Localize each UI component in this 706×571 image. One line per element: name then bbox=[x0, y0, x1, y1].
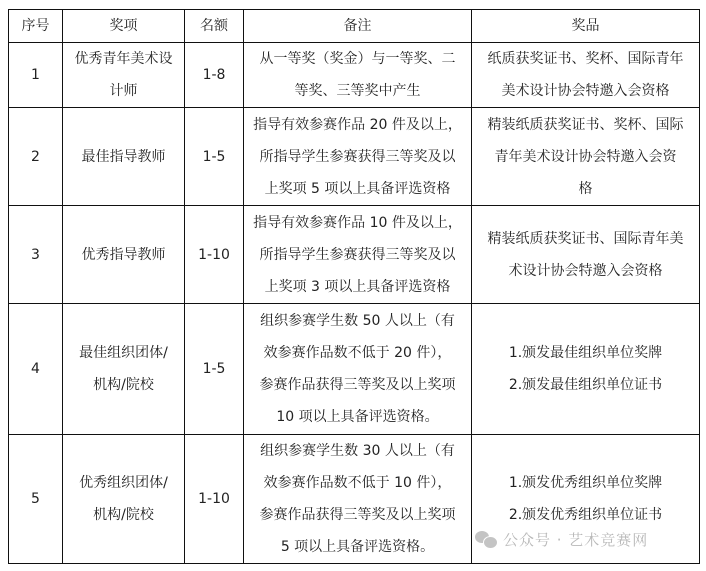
prize-line: 术设计协会特邀入会资格 bbox=[508, 262, 663, 279]
prize-line: 纸质获奖证书、奖杯、国际青年 bbox=[487, 51, 684, 67]
award-line: 优秀青年美术设 bbox=[74, 51, 173, 67]
table-row bbox=[9, 206, 700, 304]
prize-line: 2.颁发最佳组织单位证书 bbox=[508, 377, 663, 393]
table-header-row bbox=[9, 10, 700, 43]
cell-prize bbox=[472, 206, 700, 304]
cell-no: 1 bbox=[9, 43, 63, 108]
cell-quota: 1-10 bbox=[185, 206, 244, 304]
watermark bbox=[475, 529, 648, 550]
table-row bbox=[9, 304, 700, 435]
remark-line: 效参赛作品数不低于 10 件）， bbox=[263, 475, 452, 491]
award-line: 机构/院校 bbox=[93, 507, 154, 523]
header-no: 序号 bbox=[9, 10, 63, 43]
prize-line: 1.颁发优秀组织单位奖牌 bbox=[508, 475, 663, 491]
prize-line: 青年美术设计协会特邀入会资 bbox=[494, 148, 677, 165]
prize-line: 精装纸质获奖证书、国际青年美 bbox=[487, 230, 684, 247]
header-award: 奖项 bbox=[63, 10, 185, 43]
cell-prize bbox=[472, 108, 700, 206]
cell-remark bbox=[244, 108, 472, 206]
cell-award bbox=[63, 304, 185, 435]
cell-remark bbox=[244, 435, 472, 564]
cell-quota: 1-8 bbox=[185, 43, 244, 108]
remark-line: 等奖、三等奖中产生 bbox=[294, 83, 421, 99]
table-row bbox=[9, 43, 700, 108]
prize-line: 格 bbox=[578, 180, 593, 197]
cell-award bbox=[63, 206, 185, 304]
cell-no: 5 bbox=[9, 435, 63, 564]
remark-line: 效参赛作品数不低于 20 件）， bbox=[263, 345, 452, 361]
award-line: 机构/院校 bbox=[93, 377, 154, 393]
remark-line: 指导有效参赛作品 10 件及以上， bbox=[253, 214, 462, 231]
remark-line: 从一等奖（奖金）与一等奖、二 bbox=[259, 51, 456, 67]
cell-award bbox=[63, 108, 185, 206]
cell-prize bbox=[472, 43, 700, 108]
award-line: 计师 bbox=[109, 83, 138, 99]
remark-line: 10 项以上具备评选资格。 bbox=[276, 409, 439, 425]
cell-prize bbox=[472, 304, 700, 435]
remark-line: 组织参赛学生数 30 人以上（有 bbox=[260, 443, 455, 459]
prize-line: 2.颁发优秀组织单位证书 bbox=[508, 507, 663, 523]
remark-line: 参赛作品获得三等奖及以上奖项 bbox=[259, 507, 456, 523]
cell-no: 2 bbox=[9, 108, 63, 206]
watermark-text: 公众号 · 艺术竞赛网 bbox=[503, 531, 649, 549]
cell-no: 3 bbox=[9, 206, 63, 304]
cell-quota: 1-10 bbox=[185, 435, 244, 564]
remark-line: 指导有效参赛作品 20 件及以上， bbox=[253, 116, 462, 133]
remark-line: 所指导学生参赛获得三等奖及以 bbox=[259, 148, 456, 165]
cell-quota: 1-5 bbox=[185, 304, 244, 435]
award-line: 优秀组织团体/ bbox=[79, 475, 168, 491]
header-remark: 备注 bbox=[244, 10, 472, 43]
cell-award bbox=[63, 43, 185, 108]
remark-line: 参赛作品获得三等奖及以上奖项 bbox=[259, 377, 456, 393]
remark-line: 上奖项 5 项以上具备评选资格 bbox=[264, 180, 451, 197]
remark-line: 所指导学生参赛获得三等奖及以 bbox=[259, 246, 456, 263]
cell-remark bbox=[244, 43, 472, 108]
award-line: 最佳指导教师 bbox=[81, 148, 166, 165]
remark-line: 5 项以上具备评选资格。 bbox=[280, 539, 435, 555]
cell-award bbox=[63, 435, 185, 564]
awards-table bbox=[8, 9, 700, 564]
wechat-icon bbox=[475, 531, 499, 549]
prize-line: 1.颁发最佳组织单位奖牌 bbox=[508, 345, 663, 361]
cell-remark bbox=[244, 304, 472, 435]
remark-line: 上奖项 3 项以上具备评选资格 bbox=[264, 278, 451, 295]
prize-line: 美术设计协会特邀入会资格 bbox=[501, 83, 670, 99]
award-line: 优秀指导教师 bbox=[81, 246, 166, 263]
prize-line: 精装纸质获奖证书、奖杯、国际 bbox=[487, 116, 684, 133]
cell-no: 4 bbox=[9, 304, 63, 435]
table-row bbox=[9, 108, 700, 206]
award-line: 最佳组织团体/ bbox=[79, 345, 168, 361]
header-prize: 奖品 bbox=[472, 10, 700, 43]
cell-remark bbox=[244, 206, 472, 304]
cell-quota: 1-5 bbox=[185, 108, 244, 206]
remark-line: 组织参赛学生数 50 人以上（有 bbox=[260, 313, 455, 329]
header-quota: 名额 bbox=[185, 10, 244, 43]
